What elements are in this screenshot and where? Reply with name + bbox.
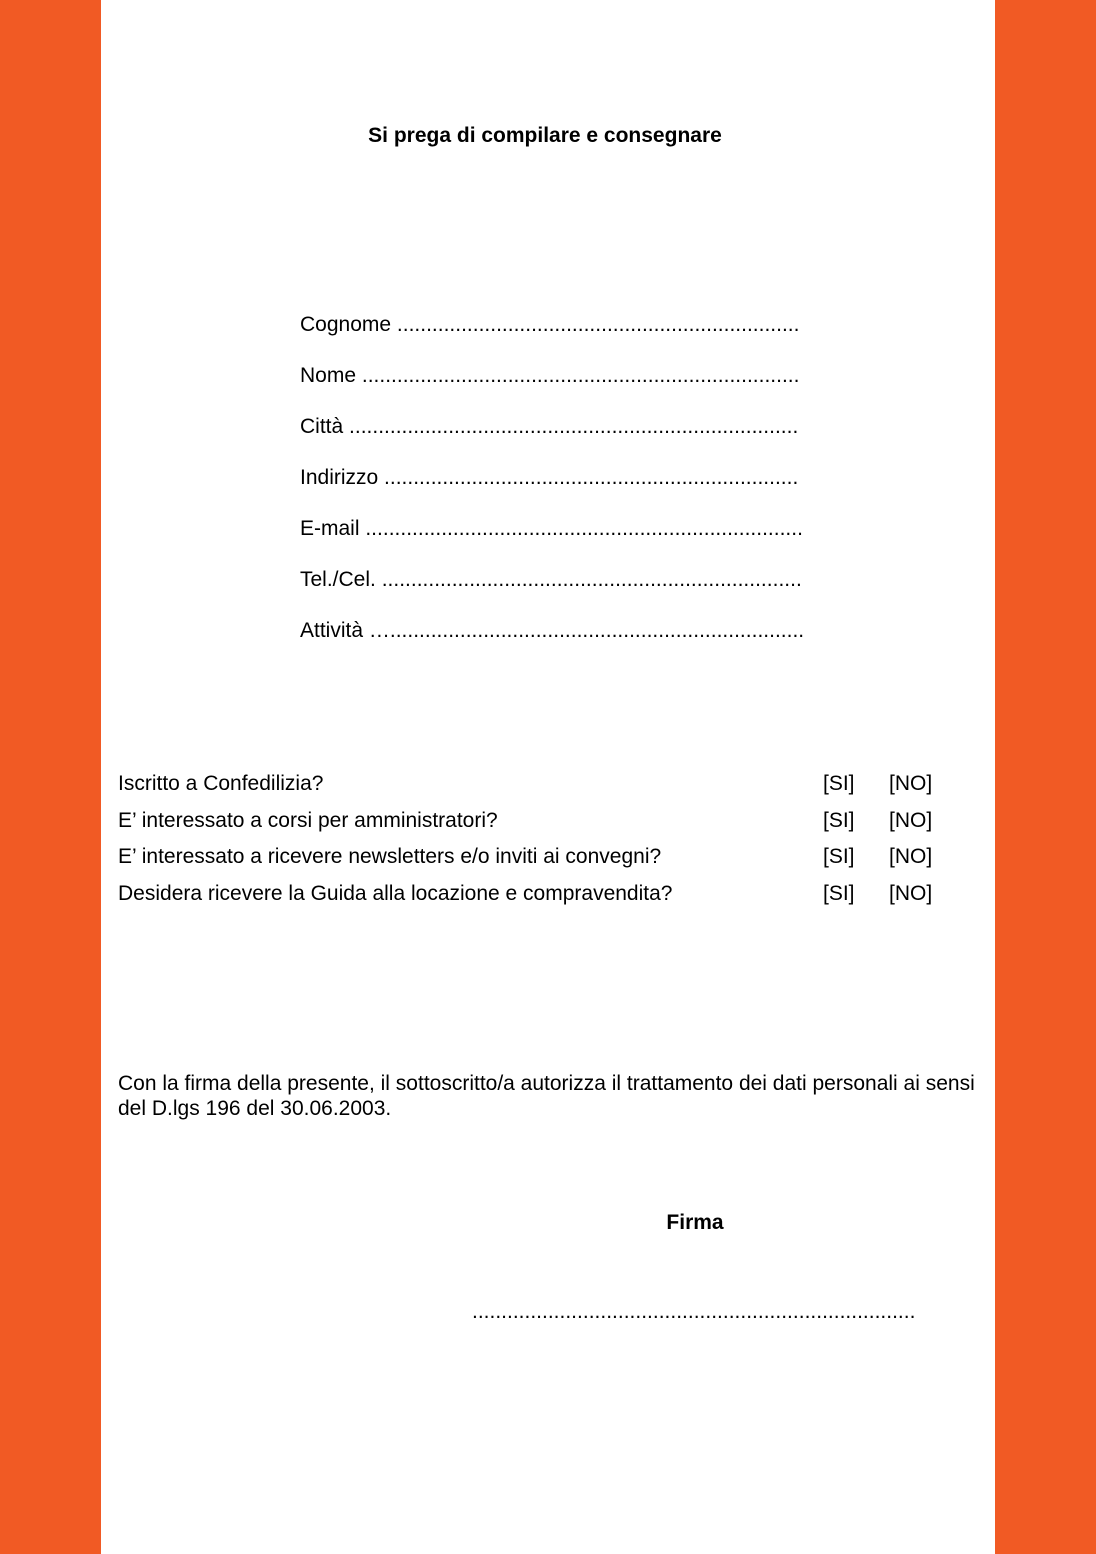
answer-yes-option[interactable]: [SI]: [823, 845, 855, 868]
field-label: Tel./Cel.: [300, 568, 376, 591]
answer-yes-option[interactable]: [SI]: [823, 808, 855, 832]
answer-no-option[interactable]: [NO]: [889, 772, 933, 795]
field-name[interactable]: [300, 363, 840, 414]
field-label: E-mail: [300, 517, 360, 540]
field-label: Indirizzo: [300, 466, 379, 489]
field-address[interactable]: [300, 465, 840, 516]
question-row: [118, 844, 948, 881]
signature-line[interactable]: ............................................................................: [472, 1300, 916, 1323]
questions-list: [118, 771, 948, 917]
field-dotted-line: ….......................................................................: [363, 619, 805, 642]
answer-yes-option[interactable]: [SI]: [823, 881, 855, 905]
answer-yes-option[interactable]: [SI]: [823, 772, 855, 795]
question-text: Iscritto a Confedilizia?: [118, 772, 324, 795]
question-row: [118, 771, 948, 808]
field-label: Nome: [300, 364, 357, 387]
field-email[interactable]: [300, 516, 840, 567]
field-label: Attività: [300, 619, 364, 642]
field-dotted-line: .......................................................................: [378, 466, 799, 489]
field-dotted-line: ...........................................................................: [356, 364, 800, 387]
question-text: E’ interessato a ricevere newsletters e/o inviti ai convegni?: [118, 845, 662, 868]
page-title: Si prega di compilare e consegnare: [368, 124, 722, 147]
signature-label: Firma: [666, 1211, 724, 1234]
answer-no-option[interactable]: [NO]: [889, 881, 933, 905]
field-dotted-line: ........................................................................: [375, 568, 802, 591]
privacy-consent-text: Con la firma della presente, il sottoscritto/a autorizza il trattamento dei dati personali ai sensi del D.lgs 196 del 30.06.2003.: [118, 1072, 975, 1120]
field-phone[interactable]: [300, 567, 840, 618]
left-orange-band: [0, 0, 101, 1554]
field-dotted-line: .....................................................................: [391, 313, 800, 336]
question-text: E’ interessato a corsi per amministratori?: [118, 808, 498, 832]
question-row: [118, 808, 948, 845]
answer-no-option[interactable]: [NO]: [889, 845, 933, 868]
field-surname[interactable]: [300, 312, 840, 363]
right-orange-band: [995, 0, 1096, 1554]
field-city[interactable]: [300, 414, 840, 465]
answer-no-option[interactable]: [NO]: [889, 808, 933, 832]
field-label: Cognome: [300, 313, 392, 336]
question-text: Desidera ricevere la Guida alla locazione e compravendita?: [118, 881, 673, 905]
personal-data-fields: [300, 312, 840, 669]
field-dotted-line: .............................................................................: [343, 415, 799, 438]
field-label: Città: [300, 415, 344, 438]
field-dotted-line: ...........................................................................: [359, 517, 803, 540]
field-activity[interactable]: [300, 618, 840, 669]
question-row: [118, 881, 948, 918]
